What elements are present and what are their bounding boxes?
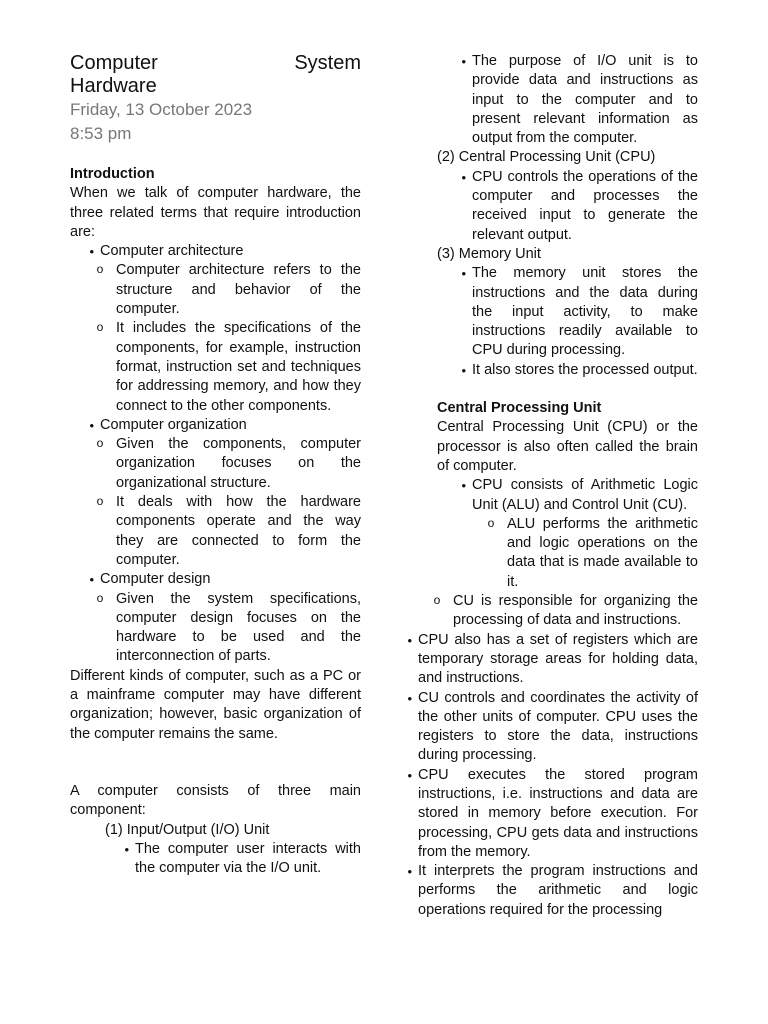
right-column [393,52,698,920]
cpu-consists-text: CPU consists of Arithmetic Logic Unit (ALU) and Control Unit (CU). [472,477,698,513]
page-title [70,52,361,98]
list-item [433,592,698,631]
alu-text: ALU performs the arithmetic and logic operations on the data that is made available to it. [507,515,698,590]
sub-bullet-glyph: o [96,320,104,335]
cpu-bullet-text: It interprets the program instructions and performs the arithmetic and logic operations required for the processing [418,863,698,918]
intro-item-label: Computer organization [100,416,247,433]
memory-bullet-text: The memory unit stores the instructions and the data during the input activity, to make instructions readily available to CPU during processing. [472,265,698,359]
intro-sub-text: It deals with how the hardware components operate and the way they are connected to form the computer. [116,494,361,568]
sub-bullet-glyph: o [96,590,104,605]
bullet-glyph: • [407,690,412,706]
bullet-glyph: • [461,362,466,378]
list-item [407,766,698,862]
bullet-glyph: • [89,244,94,260]
memory-bullet-text: It also stores the processed output. [472,361,698,378]
components-lead: A computer consists of three main component: [70,782,361,819]
list-item [461,476,698,515]
cpu-bullet-text: CPU also has a set of registers which are temporary storage areas for holding data, and instructions. [418,631,698,687]
list-item [461,361,698,380]
io-unit-label: (1) Input/Output (I/O) Unit [105,821,270,838]
intro-item-label: Computer architecture [100,243,244,260]
list-item [96,493,361,570]
title-word-system: System [294,52,361,74]
io-bullet-text: The computer user interacts with the computer via the I/O unit. [135,840,361,877]
list-item [407,631,698,689]
list-item [96,435,361,493]
bullet-glyph: • [89,572,94,588]
list-item [461,264,698,360]
list-item [89,570,361,589]
list-item [89,416,361,435]
cpu-lead: Central Processing Unit (CPU) or the processor is also often called the brain of computer. [437,419,698,474]
list-item [407,862,698,920]
intro-closing: Different kinds of computer, such as a PC or a mainframe computer may have different organization; however, basic organization of the computer remains the same. [70,667,361,742]
title-word-computer: Computer [70,52,158,74]
list-item [487,515,698,592]
cpu-heading: Central Processing Unit [437,400,602,417]
memory-unit-label: (3) Memory Unit [437,245,541,262]
bullet-glyph: • [407,767,412,783]
left-column [70,52,361,878]
cpu-bullet-text: CPU controls the operations of the computer and processes the received input to generate the relevant output. [472,168,698,243]
page-date: Friday, 13 October 2023 [70,100,253,119]
intro-sub-text: Given the system specifications, computer design focuses on the hardware to be used and the interconnection of parts. [116,590,361,665]
intro-sub-text: It includes the specifications of the components, for example, instruction format, instruction set and techniques for addressing memory, and how they connect to the other components. [116,320,361,414]
intro-heading: Introduction [70,166,155,182]
sub-bullet-glyph: o [433,593,441,608]
sub-bullet-glyph: o [96,436,104,451]
list-item [96,319,361,415]
cu-text: CU is responsible for organizing the processing of data and instructions. [453,593,698,629]
bullet-glyph: • [89,417,94,433]
sub-bullet-glyph: o [96,262,104,277]
sub-bullet-glyph: o [96,494,104,509]
bullet-glyph: • [407,864,412,880]
intro-sub-text: Given the components, computer organization focuses on the organizational structure. [116,436,361,491]
cpu-unit-label: (2) Central Processing Unit (CPU) [437,149,656,166]
bullet-glyph: • [461,266,466,282]
list-item [461,168,698,245]
list-item [461,52,698,148]
list-item [96,261,361,319]
cpu-bullet-text: CU controls and coordinates the activity of the other units of computer. CPU uses the registers to store the data, instructions during processing. [418,689,698,764]
list-item [89,242,361,261]
cpu-bullet-text: CPU executes the stored program instructions, i.e. instructions and data are stored in memory before execution. For processing, CPU gets data and instructions from the memory. [418,766,698,860]
page-time: 8:53 pm [70,124,132,143]
list-item [407,689,698,766]
list-item [124,840,361,879]
intro-lead: When we talk of computer hardware, the three related terms that require introduction are: [70,185,361,240]
bullet-glyph: • [461,169,466,185]
title-word-hardware: Hardware [70,75,157,97]
bullet-glyph: • [461,54,466,69]
intro-sub-text: Computer architecture refers to the structure and behavior of the computer. [116,262,361,318]
bullet-glyph: • [407,632,412,648]
list-item [96,590,361,667]
bullet-glyph: • [124,841,129,857]
intro-item-label: Computer design [100,571,211,588]
sub-bullet-glyph: o [487,515,495,530]
io-bullet-text: The purpose of I/O unit is to provide data and instructions as input to the computer and to present relevant information as output from the computer. [472,53,698,147]
bullet-glyph: • [461,478,466,494]
